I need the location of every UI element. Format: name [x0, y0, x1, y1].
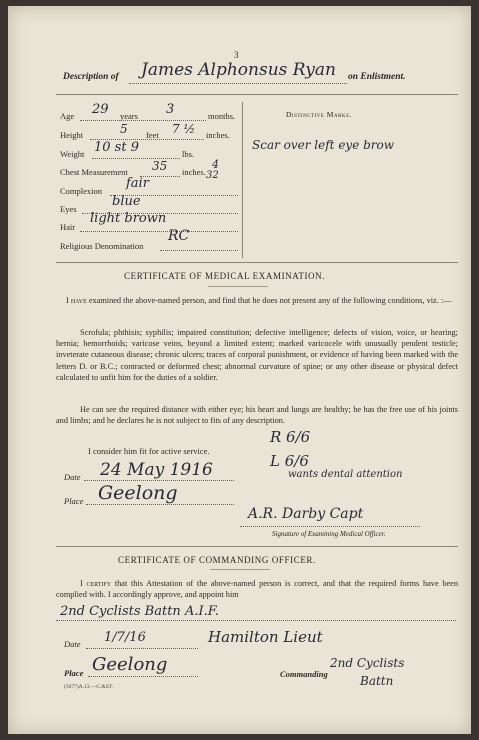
distinctive-marks-label: Distinctive Marks. [286, 110, 352, 119]
medical-date-value: 24 May 1916 [100, 460, 213, 480]
eyes-value: blue [112, 194, 141, 209]
medical-intro [56, 295, 458, 306]
page-number: 3 [234, 50, 239, 60]
commanding-place-label: Place [64, 668, 84, 678]
chest-value: 35 [152, 159, 168, 173]
weight-value: 10 st 9 [94, 140, 139, 155]
description-label-post: on Enlistment. [348, 72, 406, 82]
commanding-date-label: Date [64, 639, 81, 649]
age-label: Age [60, 111, 75, 121]
medical-certificate-title: CERTIFICATE OF MEDICAL EXAMINATION. [124, 271, 326, 281]
height-mid-label: feet [146, 130, 159, 140]
description-label-pre: Description of [63, 72, 119, 82]
distinctive-marks-value: Scar over left eye brow [252, 138, 395, 152]
complexion-label: Complexion [60, 186, 103, 196]
print-code: (5077)A.13.—C.&ST. [64, 684, 114, 690]
description-header [63, 62, 463, 86]
chest-label: Chest Measurement [60, 167, 128, 177]
commanding-signature: Hamilton Lieut [208, 628, 323, 646]
complexion-value: fair [126, 176, 149, 191]
distinctive-marks [246, 102, 456, 252]
commanding-label: Commanding [280, 669, 328, 679]
religion-value: RC [168, 228, 190, 244]
chest-extra-1: 4 [212, 158, 219, 171]
weight-label: Weight [60, 149, 85, 159]
commanding-unit-line-1: 2nd Cyclists [330, 656, 405, 670]
medical-note-right-eye: R 6/6 [270, 428, 311, 446]
religion-label: Religious Denomination [60, 241, 144, 251]
height-inches: 7 ½ [172, 122, 196, 136]
description-name: James Alphonsus Ryan [141, 60, 336, 80]
age-unit: months. [208, 111, 236, 121]
weight-unit: lbs. [182, 149, 195, 159]
medical-date-label: Date [64, 472, 81, 482]
commanding-place-value: Geelong [92, 654, 168, 675]
commanding-appointment: 2nd Cyclists Battn A.I.F. [60, 604, 219, 619]
medical-fit-statement: I consider him fit for active service. [88, 446, 210, 456]
hair-value: light brown [90, 211, 167, 226]
commanding-statement [56, 578, 458, 600]
age-months: 3 [166, 102, 175, 117]
hair-label: Hair [60, 222, 76, 232]
medical-officer-signature: A.R. Darby Capt [248, 506, 364, 522]
commanding-statement-lead: I certify [80, 579, 112, 588]
medical-note-dental: wants dental attention [288, 469, 403, 480]
commanding-unit-line-2: Battn [360, 674, 394, 688]
age-years: 29 [92, 102, 109, 117]
medical-note-left-eye: L 6/6 [270, 452, 309, 470]
commanding-date-value: 1/7/16 [104, 630, 146, 645]
medical-officer-caption: Signature of Examining Medical Officer. [272, 530, 386, 538]
medical-place-value: Geelong [98, 482, 178, 504]
medical-place-label: Place [64, 496, 84, 506]
medical-sight-statement: He can see the required distance with either eye; his heart and lungs are healthy; he has the free use of his joints and limbs; and he declares he is not subject to fits of any description. [56, 405, 458, 426]
medical-intro-lead: I have [66, 296, 87, 305]
medical-intro-text: examined the above-named person, and find that he does not present any of the following conditions, viz. :— [88, 296, 452, 305]
chest-extra-2: 32 [206, 170, 219, 181]
eyes-label: Eyes [60, 204, 77, 214]
commanding-certificate-title: CERTIFICATE OF COMMANDING OFFICER. [118, 555, 316, 565]
attestation-page [8, 6, 471, 734]
personal-details [56, 98, 242, 256]
commanding-statement-text: that this Attestation of the above-named person is correct, and that the required forms have been complied with. I accordingly approve, and appoint him [56, 579, 458, 600]
height-feet: 5 [120, 122, 128, 136]
height-unit: inches. [206, 130, 230, 140]
medical-conditions: Scrofula; phthisis; syphilis; impaired constitution; defective intelligence; defects of vision, voice, or hearing; hernia; hemorrhoids; varicose veins, beyond a limited extent; marked varicocele with unusually pendent testicle; inveterate cutaneous disease; chronic ulcers; traces of corporal punishment, or evidence of having been marked with the letters D. or B.C.; contracted or deformed chest; abnormal curvature of spine; or any other disease or physical defect calculated to unfit him for the duties of a soldier. [56, 328, 458, 382]
chest-unit: inches. [182, 167, 206, 177]
age-mid-label: years [120, 111, 138, 121]
height-label: Height [60, 130, 84, 140]
